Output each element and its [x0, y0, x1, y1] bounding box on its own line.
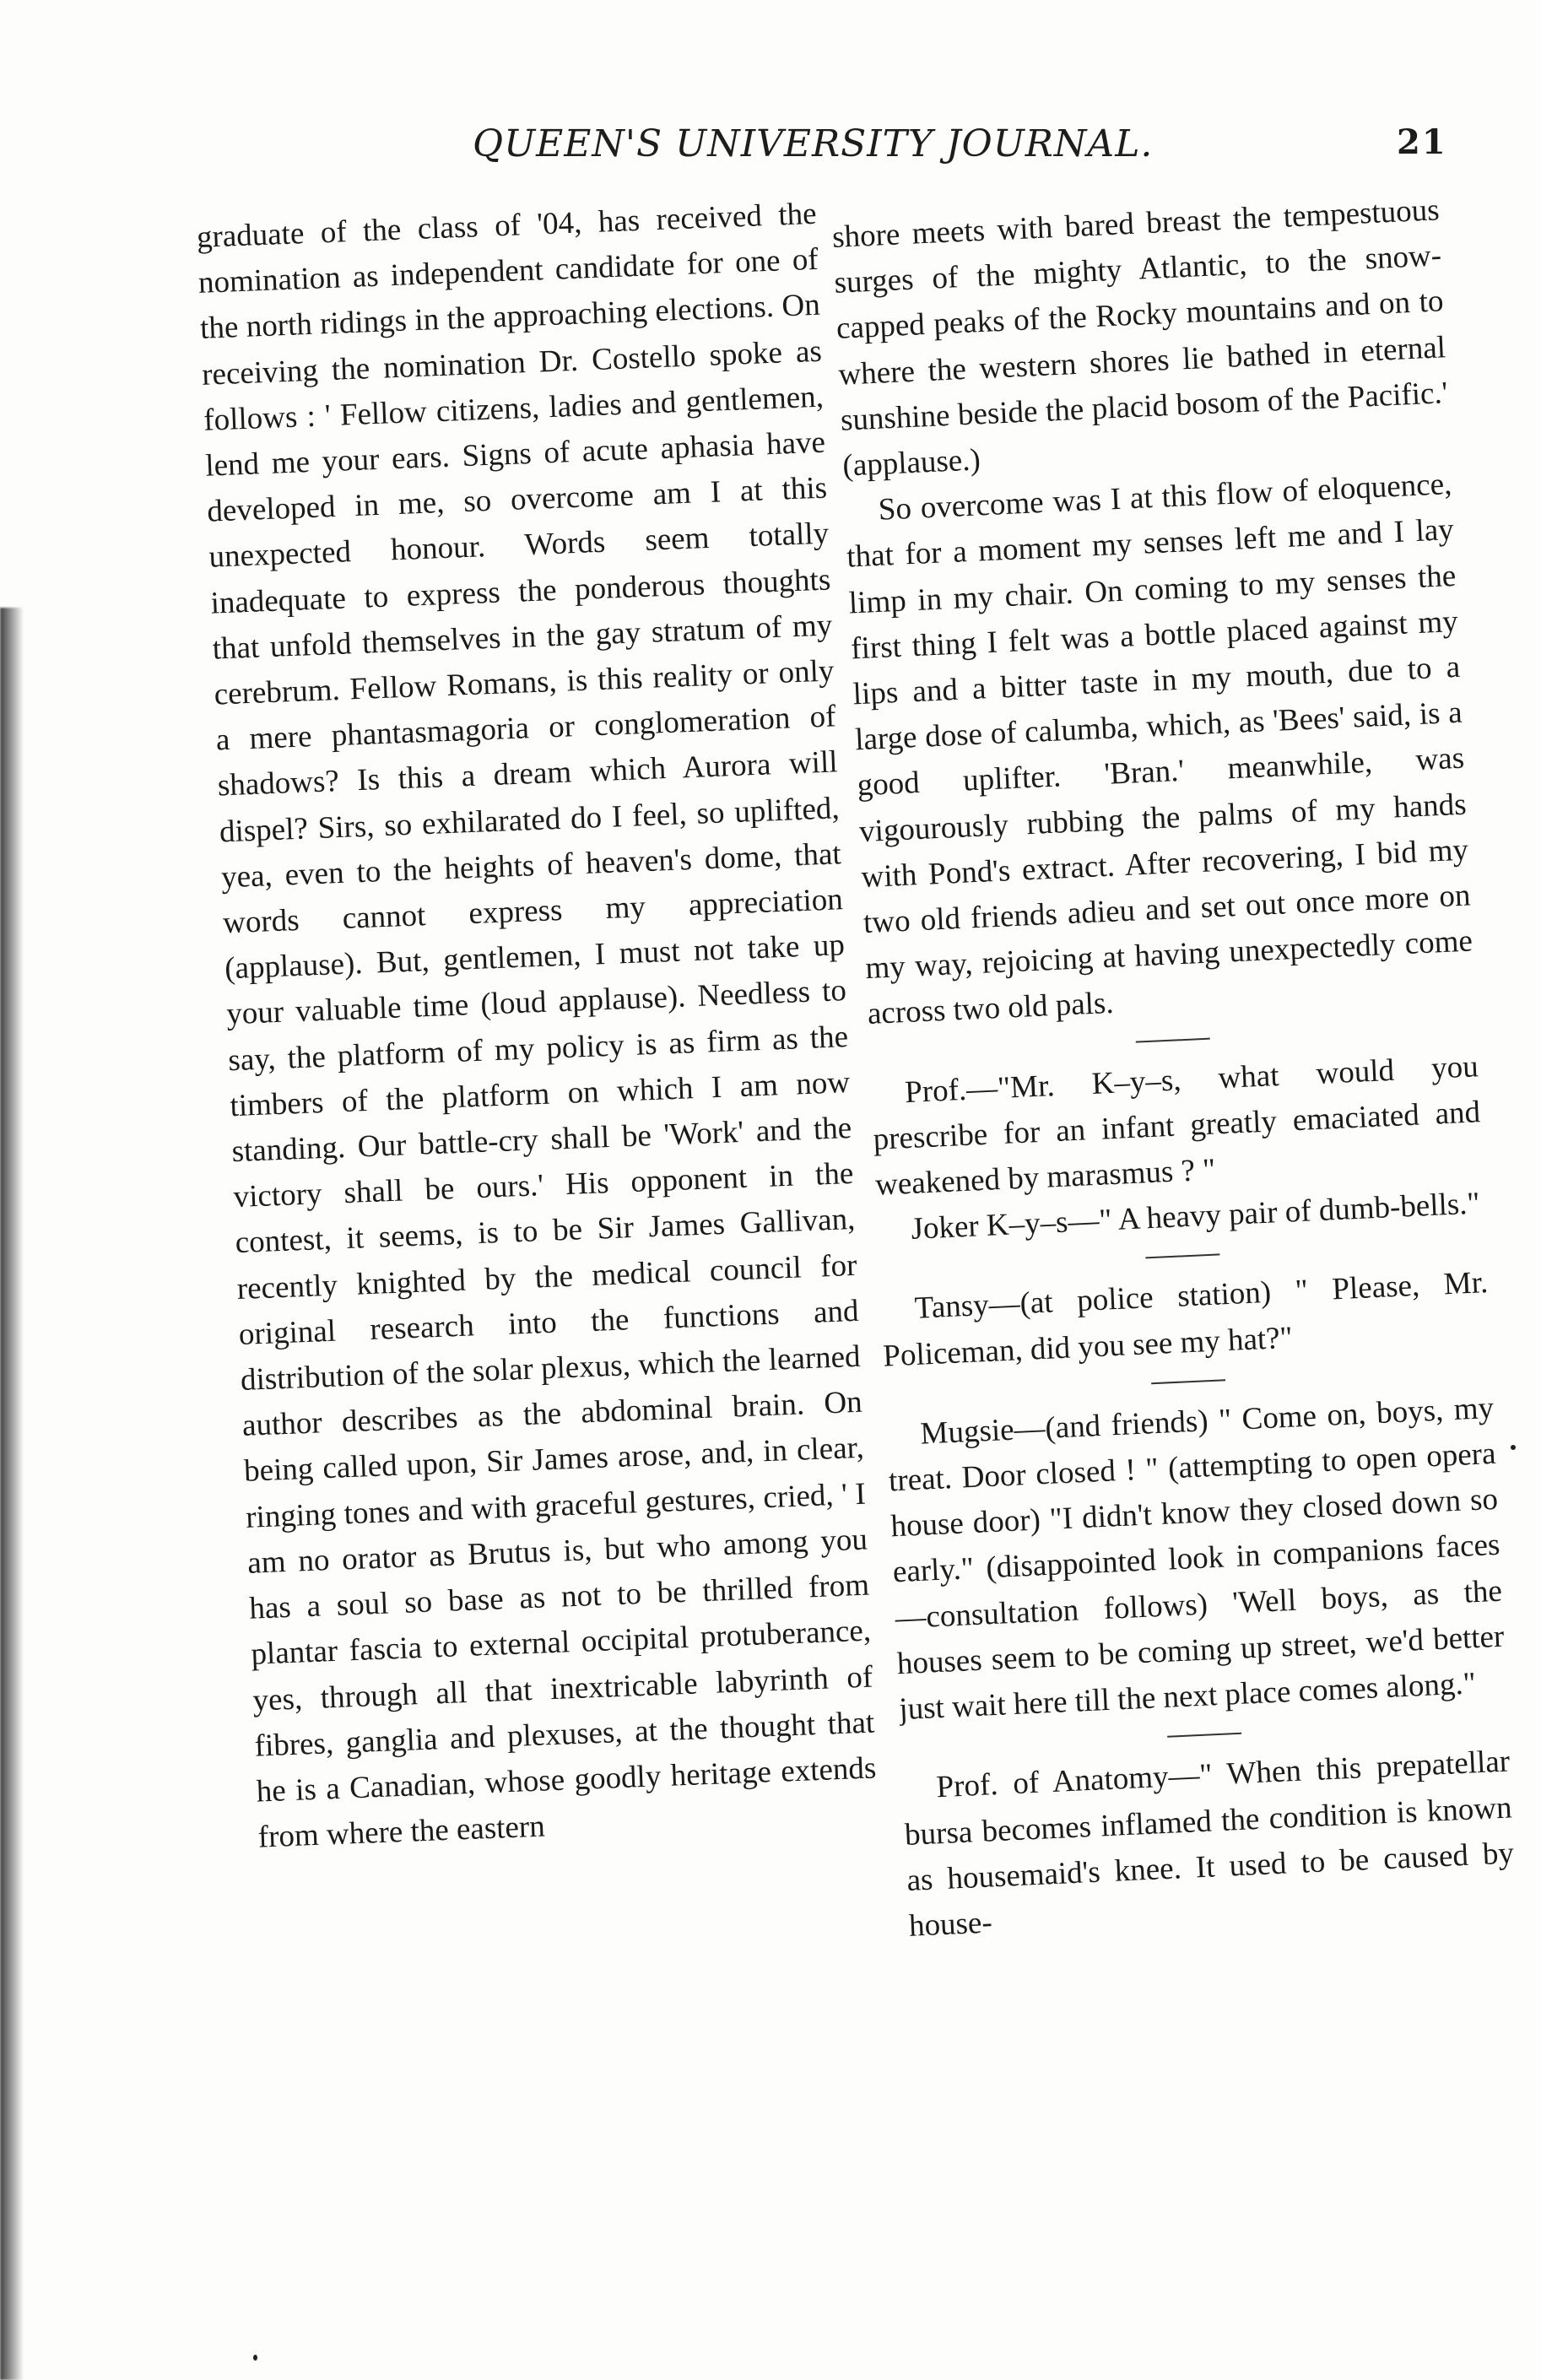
section-divider: [1145, 1254, 1219, 1259]
left-paragraph-1: graduate of the class of '04, has received the nomination as independent candidate for one of the north ridings in the approaching elections. On receiving the nomination Dr. Costello spoke as follows : ' Fellow citizens, ladies and gentlemen, lend me your ears. Signs of acute aphasia have developed in me, so overcome am I at this unexpected honour. Words seem totally inadequate to express the ponderous thoughts that unfold themselves in the gay stratum of my cerebrum. Fellow Romans, is this reality or only a mere phantasmagoria or conglomeration of shadows? Is this a dream which Aurora will dispel? Sirs, so exhilarated do I feel, so uplifted, yea, even to the heights of heaven's dome, that words cannot express my appreciation (applause). But, gentlemen, I must not take up your valuable time (loud applause). Needless to say, the platform of my policy is as firm as the timbers of the platform on which I am now standing. Our battle-cry shall be 'Work' and the victory shall be ours.' His opponent in the contest, it seems, is to be Sir James Gallivan, recently knighted by the medical council for original research into the functions and distribution of the solar plexus, which the learned author describes as the abdominal brain. On being called upon, Sir James arose, and, in clear, ringing tones and with graceful gestures, cried, ' I am no orator as Brutus is, but who among you has a soul so base as not to be thrilled from plantar fascia to external occipital protuberance, yes, through all that inextricable labyrinth of fibres, ganglia and plexuses, at the thought that he is a Canadian, whose goodly heritage extends from where the eastern: [196, 196, 878, 1855]
left-column: [196, 192, 896, 2307]
running-head: QUEEN'S UNIVERSITY JOURNAL.: [473, 122, 1154, 165]
page-number: 21: [1397, 122, 1447, 162]
right-column: [831, 187, 1533, 2306]
section-divider: [1167, 1733, 1241, 1738]
joke-mugsie: Mugsie—(and friends) " Come on, boys, my treat. Door closed ! " (attempting to open opera house door) "I didn't know they closed down so early." (disappointed look in companions faces—consultation follows) 'Well boys, as the houses seem to be coming up street, we'd better just wait here till the next place comes along.": [888, 1390, 1506, 1728]
scan-speck: [1511, 1445, 1516, 1450]
joke-anatomy: Prof. of Anatomy—" When this prepatellar bursa becomes inflamed the condition is known as housemaid's knee. It used to be caused by house-: [904, 1744, 1515, 1944]
joke-tansy: Tansy—(at police station) " Please, Mr. Policeman, did you see my hat?": [882, 1265, 1490, 1374]
right-paragraph-1: shore meets with bared breast the tempestuous surges of the mighty Atlantic, to the snow-capped peaks of the Rocky mountains and on to where the western shores lie bathed in eternal sunshine beside the placid bosom of the Pacific.' (applause.): [831, 192, 1449, 484]
right-paragraph-2: So overcome was I at this flow of eloquence, that for a moment my senses left me and I lay limp in my chair. On coming to my senses the first thing I felt was a bottle placed against my lips and a bitter taste in my mouth, due to a large dose of calumba, which, as 'Bees' said, is a good uplifter. 'Bran.' meanwhile, was vigourously rubbing the palms of my hands with Pond's extract. After recovering, I bid my two old friends adieu and set out once more on my way, rejoicing at having unexpectedly come across two old pals.: [846, 467, 1473, 1032]
section-divider: [1136, 1037, 1210, 1042]
scan-edge-shadow: [0, 608, 24, 2380]
joke-prof-question: Prof.—"Mr. K–y–s, what would you prescribe for an infant greatly emaciated and weakened by marasmus ? ": [872, 1048, 1481, 1203]
section-divider: [1151, 1379, 1225, 1384]
page-header: [0, 122, 1541, 190]
joke-joker-answer: Joker K–y–s—" A heavy pair of dumb-bells.": [910, 1186, 1481, 1247]
scan-speck: [253, 2355, 257, 2361]
